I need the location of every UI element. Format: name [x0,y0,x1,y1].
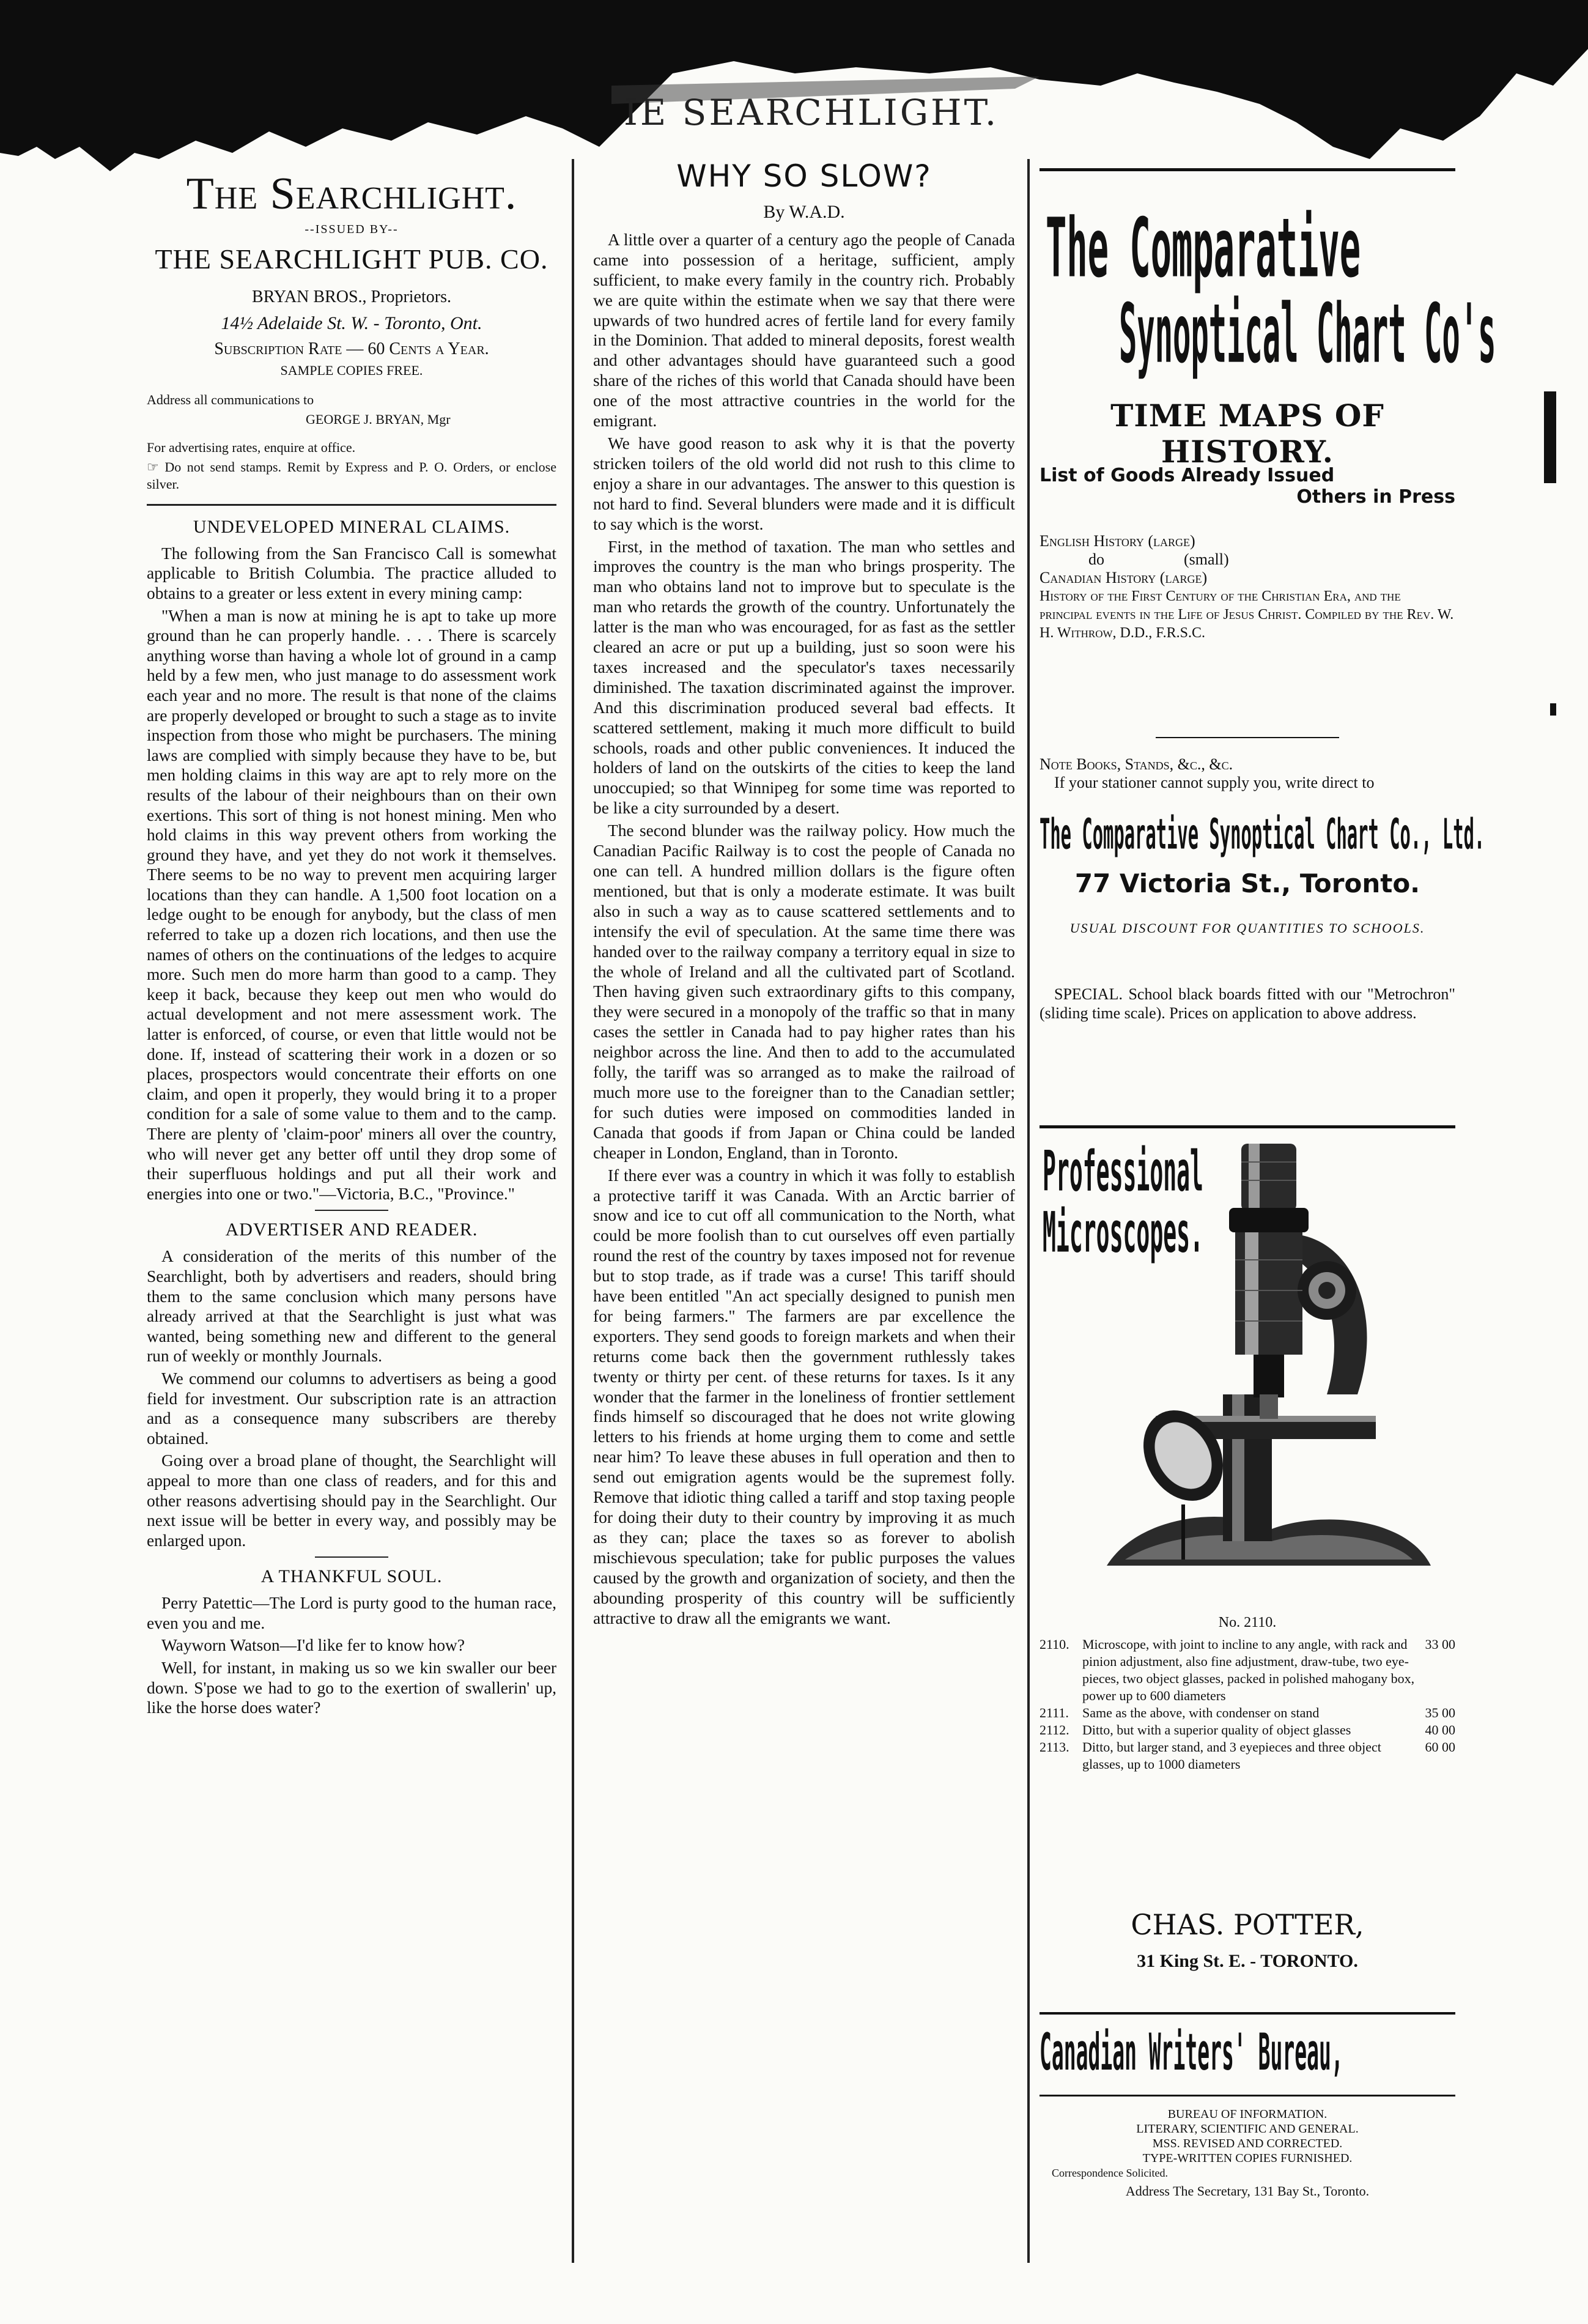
manager-line: GEORGE J. BRYAN, Mgr [306,411,451,427]
article-paragraph: We have good reason to ask why it is that the poverty stricken toilers of the old world did not rush to this clime to enjoy a share in our advantages. The answer to this question is not hard to find. Several blunders were made and it is difficult to say which is the worst. [593,434,1015,533]
bureau-line: Correspondence Solicited. [1052,2167,1168,2179]
ad-name-line-1: The Comparative [1046,201,1361,296]
item-description: Microscope, with joint to incline to any angle, with rack and pinion adjustment, also fine adjustment, draw-tube, two eye-pieces, two object glasses, packed in polished mahogany box, power up to 600 diameters [1082,1637,1415,1703]
item-price: 33 00 [1425,1637,1455,1652]
price-list [1040,1636,1455,1773]
price-row [1040,1636,1455,1704]
microscope-model: No. 2110. [1218,1615,1277,1630]
communications-line: Address all communications to [147,391,314,407]
microscope-illustration [1040,1138,1455,1602]
article-byline: By W.A.D. [763,202,845,222]
item-price: 60 00 [1425,1739,1455,1755]
microscope-ad [1040,1131,1455,2015]
advertising-note: For advertising rates, enquire at office. [147,439,356,455]
column-rule [572,159,574,2263]
column-rule [1027,159,1030,2263]
goods-item: History of the First Century of the Christian Era, and the principal events in the Life of Jesus Christ. Compiled by the Rev. W. H. Withrow, D.D., F.R.S.C. [1040,588,1454,641]
subscription-rate: Subscription Rate — 60 Cents a Year. [214,339,489,359]
article-paragraph: A little over a quarter of a century ago the people of Canada came into possession of a heritage, sufficient, amply sufficient, to make every family in the country rich. Probably we are quite within the estimate when we say that there were upwards of two hundred acres of fertile land for every family in the Dominion. That added to mineral deposits, forest wealth and other advantages should have guaranteed such a good share of the riches of this world that Canada should have been one of the most attractive countries in the world for the emigrant. [593,230,1015,431]
stationer-line: If your stationer cannot supply you, write direct to [1054,774,1375,791]
remittance-note: ☞ Do not send stamps. Remit by Express and P. O. Orders, or enclose silver. [147,459,556,492]
thankful-paragraph: Perry Patettic—The Lord is purty good to the human race, even you and me. [147,1594,556,1632]
bureau-address: Address The Secretary, 131 Bay St., Toronto. [1125,2183,1370,2199]
goods-in-press-label: Others in Press [1296,486,1455,508]
item-number: 2112. [1040,1722,1069,1737]
microscope-title-2: Microscopes. [1043,1200,1203,1265]
article-heading: WHY SO SLOW? [676,158,932,194]
divider [1040,2095,1455,2096]
article-paragraph: First, in the method of taxation. The man who settles and improves the country is the man who brings prosperity. The man who obtains land not to improve but to speculate is the man who retards the growth of the country. Unfortunately the latter is the man who was encouraged, for as fast as the settler cleared an acre or put up a building, just so soon were his taxes increased and the speculator's taxes necessarily diminished. The taxation discriminated against the improver. And this discrimination produced several bad effects. It scattered settlement, making it much more difficult to build schools, roads and other public conveniences. It induced the holders of land on the outskirts of the cities to keep the land unoccupied; so that Winnipeg for some time was reported to be like a city surrounded by a desert. [593,537,1015,818]
goods-item: Canadian History (large) [1040,569,1208,587]
margin-mark [1544,391,1556,483]
microscope-title-1: Professional [1043,1139,1203,1204]
school-discount: USUAL DISCOUNT FOR QUANTITIES TO SCHOOLS. [1069,920,1425,936]
divider [315,1556,388,1558]
advertiser-paragraph: A consideration of the merits of this number of the Searchlight, both by advertisers and readers, should bring them to the same conclusion which many persons have already arrived at that the Searchlight is just what was wanted, being something new and different to the general run of weekly or monthly Journals. [147,1247,556,1366]
mineral-claims-heading: UNDEVELOPED MINERAL CLAIMS. [193,516,511,537]
item-number: 2113. [1040,1739,1069,1755]
column-left [147,168,556,2260]
writers-bureau-title: Canadian Writers' Bureau, [1040,2022,1343,2082]
bureau-line: LITERARY, SCIENTIFIC AND GENERAL. [1136,2122,1359,2136]
thankful-paragraph: Wayworn Watson—I'd like fer to know how? [161,1636,465,1655]
price-row [1040,1722,1455,1739]
special-notice: SPECIAL. School black boards fitted with our "Metrochron" (sliding time scale). Prices on application to above address. [1040,985,1455,1022]
proprietors: BRYAN BROS., Proprietors. [252,287,451,306]
ad-name-line-2: Synoptical Chart Co's [1119,286,1496,382]
issued-by: --ISSUED BY-- [305,223,399,236]
ad-title: TIME MAPS OF HISTORY. [1110,398,1384,470]
advertiser-paragraph: Going over a broad plane of thought, the Searchlight will appeal to more than one class of readers, and for this and other reasons advertising should pay in the Searchlight. Our next issue will be better in every way, and possibly may be enlarged upon. [147,1451,556,1550]
advertiser-heading: ADVERTISER AND READER. [225,1219,478,1240]
divider [315,1210,388,1211]
divider [1156,737,1339,738]
column-center [593,156,1015,2260]
goods-issued-label: List of Goods Already Issued [1040,465,1335,486]
advertiser-paragraph: We commend our columns to advertisers as being a good field for investment. Our subscription rate is an attraction and as a consequence many subscribers are thereby obtained. [147,1369,556,1448]
writers-bureau-ad [1040,2021,1455,2241]
goods-item: English History (large) [1040,532,1195,550]
margin-mark [1550,703,1556,716]
divider [147,504,556,506]
goods-item-size: (small) [1184,550,1229,568]
item-number: 2111. [1040,1705,1069,1720]
item-number: 2110. [1040,1637,1069,1652]
seller-name: CHAS. POTTER, [1131,1908,1364,1941]
article-paragraph: If there ever was a country in which it was folly to establish a protective tariff it was Canada. With an Arctic barrier of snow and ice to cut off all communication to the North, what could be more foolish than to cut ourselves off even partially round the rest of the country by taxes imposed not for revenue but to stop trade, as if trade was a curse! This tariff should have been entitled "An act specially designed to punish men for being farmers." The farmers are par excellence the exporters. They send goods to foreign markets and when their returns come back then the government ruthlessly takes twenty or thirty per cent. of these returns for taxes. Is it any wonder that the farmer in the loneliness of frontier settlement finds himself so discouraged that he does not write glowing letters to his friends at home urging them to come and settle near him? To leave these abuses in full operation and then to send out emigration agents would be the supremest folly. Remove that idiotic thing called a tariff and stop taxing people for doing their duty to their country by improving it as much as they can; place the taxes so as forever to abolish mischievous speculation; take for public purposes the values caused by the growth and organization of society, and then the abounding prosperity of this country will be sufficiently attractive to draw all the emigrants we want. [593,1166,1015,1627]
article-paragraph: The second blunder was the railway policy. How much the Canadian Pacific Railway is to cost the people of Canada no one can tell. A hundred million dollars is the figure often mentioned, but that is only a moderate estimate. It was built also in such a way as to cause scattered settlements and to intensify the evil of speculation. At the same time there was handed over to the railway company a territory equal in size to the whole of Ireland and all the cultivated part of Scotland. Then having given such extraordinary gifts to this company, they were secured in a monopoly of the traffic so that in many cases the settler in Canada had to pay higher rates than his neighbor across the line. And then to add to the accumulated folly, the tariff was so arranged as to make the railroad of much more use to the foreigner than to the Canadian settler; for such duties were imposed on commodities landed in Canada that goods if from Japan or China could be landed cheaper in London, England, than in Toronto. [593,821,1015,1162]
bureau-line: TYPE-WRITTEN COPIES FURNISHED. [1142,2152,1353,2165]
seller-address: 31 King St. E. - TORONTO. [1137,1951,1358,1971]
column-right [1040,168,1496,2260]
mineral-paragraph: "When a man is now at mining he is apt to take up more ground than he can properly handle. . . . There is scarcely anything worse than having a whole lot of ground in a camp held by a few men, who just manage to do assessment work each year and no more. The result is that none of the claims are properly developed or brought to such a stage as to invite inspection from those who might be purchasers. The mining laws are complied with simply because they have to be, but men holding claims in this way are apt to rely more on the results of the labour of their neighbours than on their own exertions. This sort of thing is not honest mining. Men who hold claims in this way prevent others from working the ground they have, and yet they do not work it themselves. There seems to be no way to prevent men acquiring larger locations than they can handle. A 1,500 foot location on a ledge ought to be enough for anybody, but the class of men referred to take up a dozen rich locations, and then use the names of others on the continuations of the ledges to acquire more. Such men do more harm than good to a camp. They keep it back, because they keep out men who would do actual development and not mere assessment work. The latter is enforced, of course, or even that little would not be done. If, instead of scattering their work in a dozen or so places, prospectors would concentrate their efforts on one claim, and open it properly, they would bring it to a proper condition for a sale of some value to them and to the camp. There are plenty of 'claim-poor' miners all over the country, who will never get any better off until they drop some of their superfluous holdings and put all their work and energies into one or two."—Victoria, B.C., "Province." [147,606,556,1203]
publisher-address: 14½ Adelaide St. W. - Toronto, Ont. [221,313,482,333]
item-description: Same as the above, with condenser on stand [1082,1705,1320,1720]
running-head: IE SEARCHLIGHT. [624,92,999,133]
sample-copies: SAMPLE COPIES FREE. [280,362,423,378]
thankful-heading: A THANKFUL SOUL. [260,1566,443,1587]
bureau-line: MSS. REVISED AND CORRECTED. [1152,2137,1343,2150]
notebooks-line: Note Books, Stands, &c., &c. [1040,755,1233,773]
chart-company-ad [1040,168,1496,1128]
item-description: Ditto, but larger stand, and 3 eyepieces and three object glasses, up to 1000 diameters [1082,1739,1381,1772]
publisher-name: THE SEARCHLIGHT PUB. CO. [155,243,548,275]
item-description: Ditto, but with a superior quality of object glasses [1082,1722,1351,1737]
ad-company-name: The Comparative Synoptical Chart Co., Ltd. [1040,810,1485,859]
price-row [1040,1739,1455,1773]
mineral-paragraph: The following from the San Francisco Call is somewhat applicable to British Columbia. The practice alluded to obtains to a greater or less extent in every mining camp: [147,544,556,602]
price-row [1040,1704,1455,1722]
bureau-line: BUREAU OF INFORMATION. [1167,2108,1328,2121]
item-price: 35 00 [1425,1705,1455,1720]
ad-company-address: 77 Victoria St., Toronto. [1074,868,1420,898]
goods-item-ditto: do [1088,550,1104,568]
masthead-title: The Searchlight. [186,169,517,219]
item-price: 40 00 [1425,1722,1455,1737]
thankful-paragraph: Well, for instant, in making us so we kin swaller our beer down. S'pose we had to go to the exertion of swallerin' up, like the horse does water? [147,1659,556,1717]
